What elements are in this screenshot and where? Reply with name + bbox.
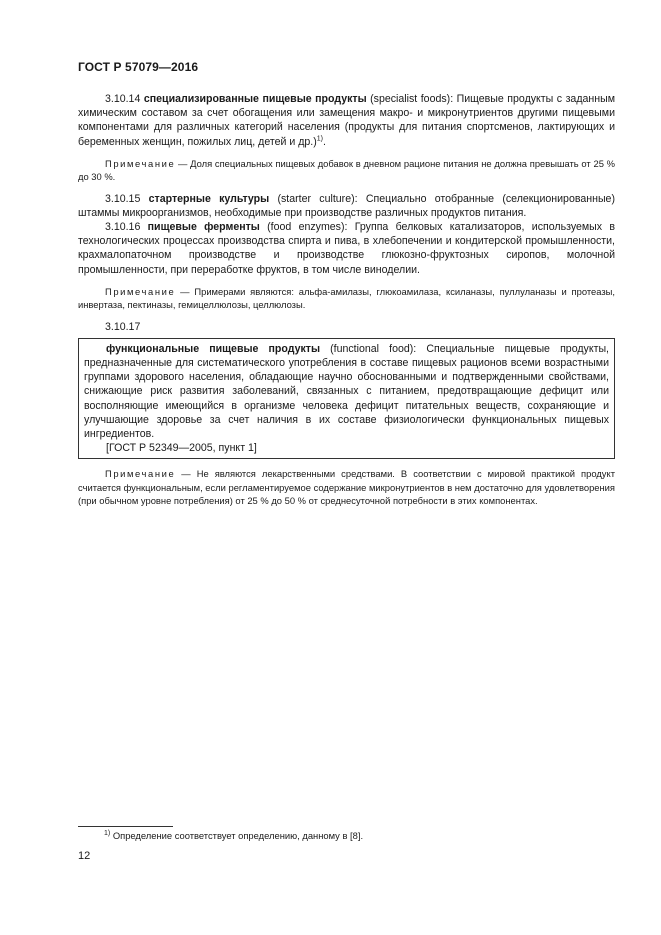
- term-english: (food enzymes): [267, 221, 345, 234]
- term-entry-3-10-17: [84, 342, 609, 441]
- term-definition: : Группа белковых катализаторов, используемых в технологических процессах производства спирта и пива, в хлебопечении и кондитерской промышленности, крахмалопаточном производстве и производстве глюкозно-фруктозных сиропов, молочной промышленности, при переработке фруктов, в том числе виноделии.: [78, 221, 616, 276]
- note-text: — Доля специальных пищевых добавок в дневном рационе питания не должна превышать от 25 % до 30 %.: [78, 157, 615, 183]
- page-number: 12: [78, 850, 91, 862]
- term-english: (functional food): [330, 342, 414, 355]
- term-entry-3-10-14: [78, 92, 615, 149]
- term-title: стартерные культуры: [148, 192, 270, 205]
- note-text: — Не являются лекарственными средствами. В соответствии с мировой практикой продукт считается функциональным, если регламентируемое содержание микронутриентов в нем достаточно для удовлетворения (при обычном уровне потребления) от 25 % до 50 % от среднесуточной потребности в этих компонентах.: [78, 468, 615, 507]
- term-english: (specialist foods): [370, 93, 451, 105]
- term-entry-3-10-15: [78, 192, 615, 220]
- standard-reference: [ГОСТ Р 52349—2005, пункт 1]: [106, 442, 257, 455]
- note-label: Примечание: [105, 285, 176, 297]
- term-definition: : Пищевые продукты с заданным химическим составом за счет обогащения или замещения макро- и микронутриентов другими пищевыми компонентами для различных категорий населения (продукты для питания спортсменов, лактирующих и беременных женщин, пожилых лиц, детей и др.): [78, 93, 615, 148]
- footnote-text: Определение соответствует определению, данному в [8].: [110, 830, 364, 841]
- term-english: (starter culture): [277, 192, 355, 205]
- note-3-10-14: [78, 157, 615, 184]
- term-title: специализированные пищевые продукты: [143, 93, 367, 105]
- boxed-definition: [78, 338, 615, 460]
- term-number: 3.10.16: [105, 221, 141, 234]
- note-3-10-17: [78, 467, 615, 507]
- footnote: [104, 830, 363, 841]
- term-number: 3.10.15: [105, 192, 141, 205]
- note-text: — Примерами являются: альфа-амилазы, глюкоамилаза, ксиланазы, пуллуланазы и протеазы, инвертаза, пектиназы, гемицеллюлозы, целлюлозы.: [78, 285, 615, 311]
- term-number: 3.10.14: [105, 93, 141, 105]
- term-definition: : Специально отобранные (селекционированные) штаммы микроорганизмов, необходимые при производстве различных продуктов питания.: [78, 192, 615, 219]
- document-body: [78, 92, 615, 516]
- note-label: Примечание: [105, 157, 176, 169]
- term-definition: : Специальные пищевые продукты, предназначенные для систематического употребления в составе пищевых рационов всеми возрастными группами здорового населения, обладающие научно обоснованными и подтвержденными свойствами, снижающие риск развития заболеваний, связанных с питанием, предотвращающие дефицит или восполняющие имеющийся в организме человека дефицит питательных веществ, сохраняющие и улучшающие здоровье за счет наличия в их составе физиологически функциональных пищевых ингредиентов.: [84, 342, 609, 441]
- term-end: .: [323, 135, 326, 148]
- note-label: Примечание: [105, 468, 176, 480]
- footnote-marker: 1): [316, 135, 324, 143]
- term-number-3-10-17: 3.10.17: [105, 320, 141, 333]
- term-title: пищевые ферменты: [147, 221, 260, 234]
- term-entry-3-10-16: [78, 220, 615, 277]
- footnote-marker: 1): [104, 829, 111, 837]
- footnote-divider: [78, 826, 173, 827]
- note-3-10-16: [78, 285, 615, 312]
- term-title: функциональные пищевые продукты: [106, 342, 320, 355]
- document-header: ГОСТ Р 57079—2016: [78, 60, 199, 74]
